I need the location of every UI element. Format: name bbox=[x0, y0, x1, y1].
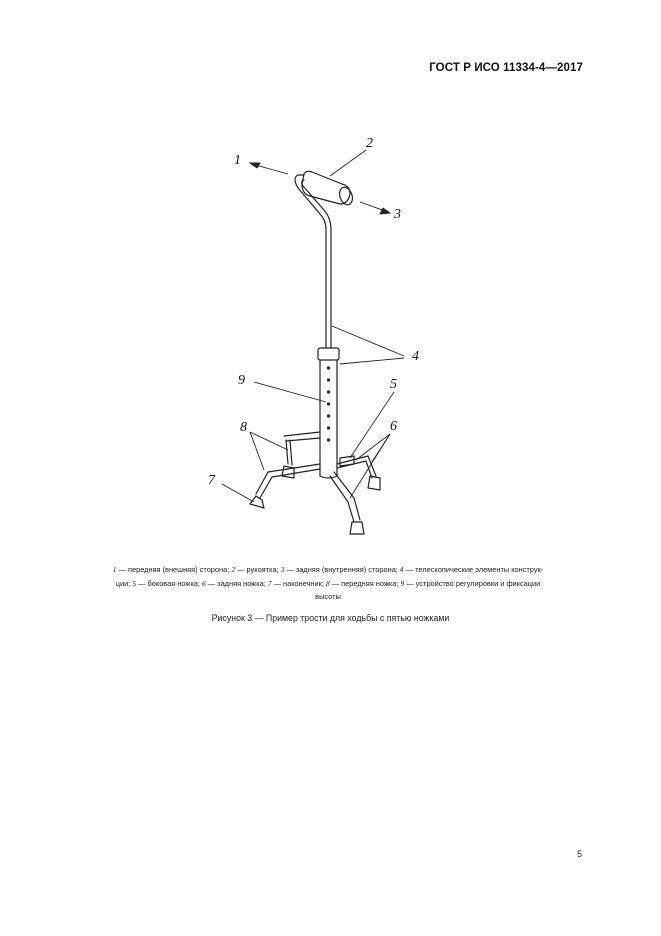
callout-5: 5 bbox=[390, 377, 397, 392]
figure-caption: Рисунок 3 — Пример трости для ходьбы с пятью ножками bbox=[211, 613, 450, 623]
legend-num-9: 9 bbox=[400, 578, 405, 588]
telescopic-ring bbox=[318, 348, 339, 360]
callout-2: 2 bbox=[366, 136, 373, 151]
legend-row-3 bbox=[58, 590, 598, 604]
standard-code-header: ГОСТ Р ИСО 11334-4—2017 bbox=[429, 62, 583, 74]
legend-text-8: — передняя ножка; bbox=[329, 578, 401, 588]
legend-text-6: — задняя ножка; bbox=[205, 578, 268, 588]
legend-num-3: 3 bbox=[280, 565, 285, 574]
legend-text-5: — боковая ножка; bbox=[136, 578, 202, 588]
legend-row-1 bbox=[58, 563, 598, 577]
callout-8: 8 bbox=[240, 420, 247, 435]
callout-7: 7 bbox=[208, 473, 215, 488]
lower-tube bbox=[320, 360, 337, 476]
callout-6: 6 bbox=[390, 419, 397, 434]
legend-text-7: — наконечник; bbox=[271, 578, 326, 588]
front-leg bbox=[256, 464, 320, 498]
legend-num-5: 5 bbox=[132, 578, 137, 588]
legend-num-2: 2 bbox=[231, 565, 236, 574]
callout-1: 1 bbox=[234, 153, 241, 168]
legend-num-1: 1 bbox=[112, 565, 117, 574]
legend-num-7: 7 bbox=[267, 578, 272, 588]
legend-num-8: 8 bbox=[325, 578, 330, 588]
callout-4: 4 bbox=[412, 349, 419, 364]
callout-3: 3 bbox=[394, 207, 401, 222]
legend-text-9-cont: высоты bbox=[315, 592, 341, 601]
legend-text-4: — телескопические элементы конструк- bbox=[403, 565, 544, 574]
rear-leg bbox=[330, 472, 360, 522]
height-adjustment-holes bbox=[327, 366, 330, 441]
walking-cane-figure bbox=[190, 120, 450, 550]
legend-text-4-cont: ции; bbox=[115, 578, 133, 588]
legend-num-4: 4 bbox=[399, 565, 404, 574]
legend-text-2: — рукоятка; bbox=[235, 565, 281, 574]
legend-text-3: — задняя (внутренняя) сторона; bbox=[284, 565, 400, 574]
legend-text-1: — передняя (внешняя) сторона; bbox=[116, 565, 232, 574]
upper-shaft bbox=[295, 175, 326, 348]
figure-legend bbox=[58, 563, 598, 604]
callout-9: 9 bbox=[238, 373, 245, 388]
page-number: 5 bbox=[576, 849, 582, 859]
legend-row-2 bbox=[58, 577, 598, 591]
legend-num-6: 6 bbox=[201, 578, 206, 588]
legend-text-9: — устройство регулировки и фиксации bbox=[404, 578, 541, 588]
